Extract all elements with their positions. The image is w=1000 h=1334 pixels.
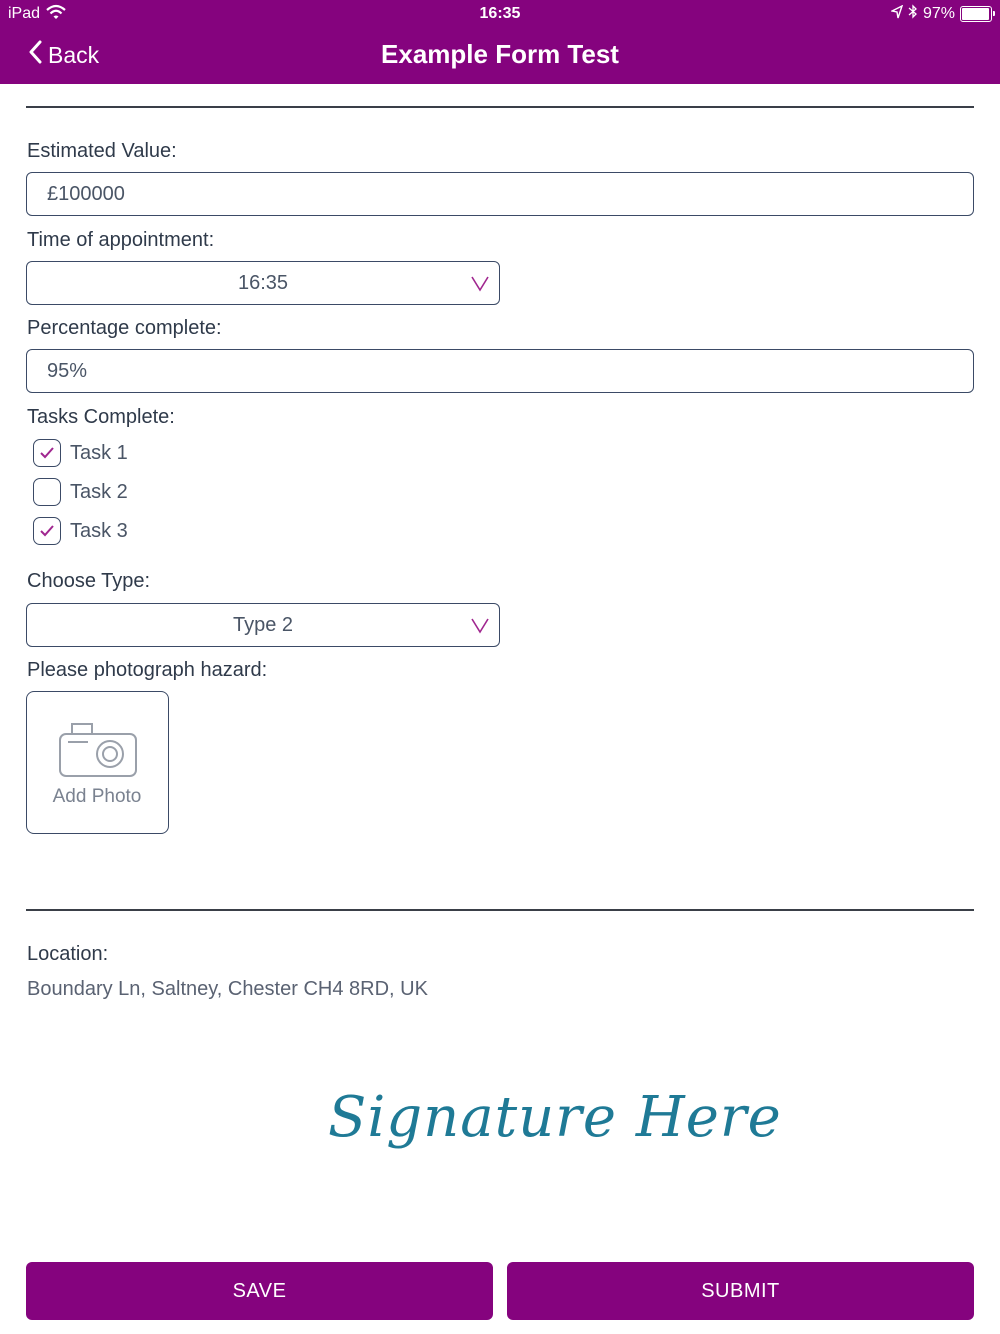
submit-label: SUBMIT: [701, 1279, 780, 1302]
estimated-value-text: £100000: [47, 182, 125, 205]
section-divider: [26, 106, 974, 108]
task-3-label: Task 3: [70, 519, 128, 542]
signature-area[interactable]: [320, 1075, 782, 1205]
section-divider: [26, 909, 974, 911]
percentage-text: 95%: [47, 359, 88, 382]
type-label: Choose Type:: [27, 570, 151, 592]
save-label: SAVE: [232, 1279, 287, 1302]
status-time: 16:35: [479, 5, 521, 22]
task-1-checkbox[interactable]: [33, 439, 128, 467]
chevron-down-icon: [471, 274, 489, 298]
checkbox-box: [33, 439, 61, 467]
battery-icon: [960, 6, 992, 22]
appointment-time-label: Time of appointment:: [27, 229, 215, 251]
top-bar: [0, 0, 1000, 84]
location-label: Location:: [27, 943, 109, 965]
status-bar: [0, 0, 1000, 28]
tasks-label: Tasks Complete:: [27, 406, 175, 428]
checkmark-icon: [39, 446, 55, 460]
save-button[interactable]: [26, 1262, 493, 1320]
camera-icon: [58, 722, 138, 783]
estimated-value-label: Estimated Value:: [27, 140, 177, 162]
checkmark-icon: [39, 524, 55, 538]
photo-label: Please photograph hazard:: [27, 659, 268, 681]
percentage-label: Percentage complete:: [27, 317, 222, 339]
percentage-input[interactable]: [26, 349, 974, 393]
checkbox-box: [33, 517, 61, 545]
appointment-time-select[interactable]: [26, 261, 500, 305]
task-1-label: Task 1: [70, 441, 128, 464]
add-photo-label: Add Photo: [52, 786, 142, 807]
signature-placeholder: Signature Here: [328, 1085, 782, 1150]
type-select[interactable]: [26, 603, 500, 647]
add-photo-button[interactable]: [26, 691, 169, 834]
location-arrow-icon: [891, 5, 903, 24]
task-3-checkbox[interactable]: [33, 517, 128, 545]
task-2-label: Task 2: [70, 480, 128, 503]
checkbox-box: [33, 478, 61, 506]
location-address: Boundary Ln, Saltney, Chester CH4 8RD, UK: [27, 978, 428, 1000]
task-2-checkbox[interactable]: [33, 478, 128, 506]
battery-percent: 97%: [922, 5, 955, 22]
appointment-time-value: 16:35: [237, 271, 289, 294]
back-label: Back: [48, 41, 100, 68]
carrier-label: iPad: [8, 5, 41, 22]
nav-bar: [0, 28, 1000, 84]
bluetooth-icon: [908, 4, 918, 24]
chevron-down-icon: [471, 616, 489, 640]
estimated-value-input[interactable]: [26, 172, 974, 216]
type-value: Type 2: [232, 613, 294, 636]
page-title: Example Form Test: [381, 39, 619, 69]
status-right: [891, 4, 992, 24]
submit-button[interactable]: [507, 1262, 974, 1320]
